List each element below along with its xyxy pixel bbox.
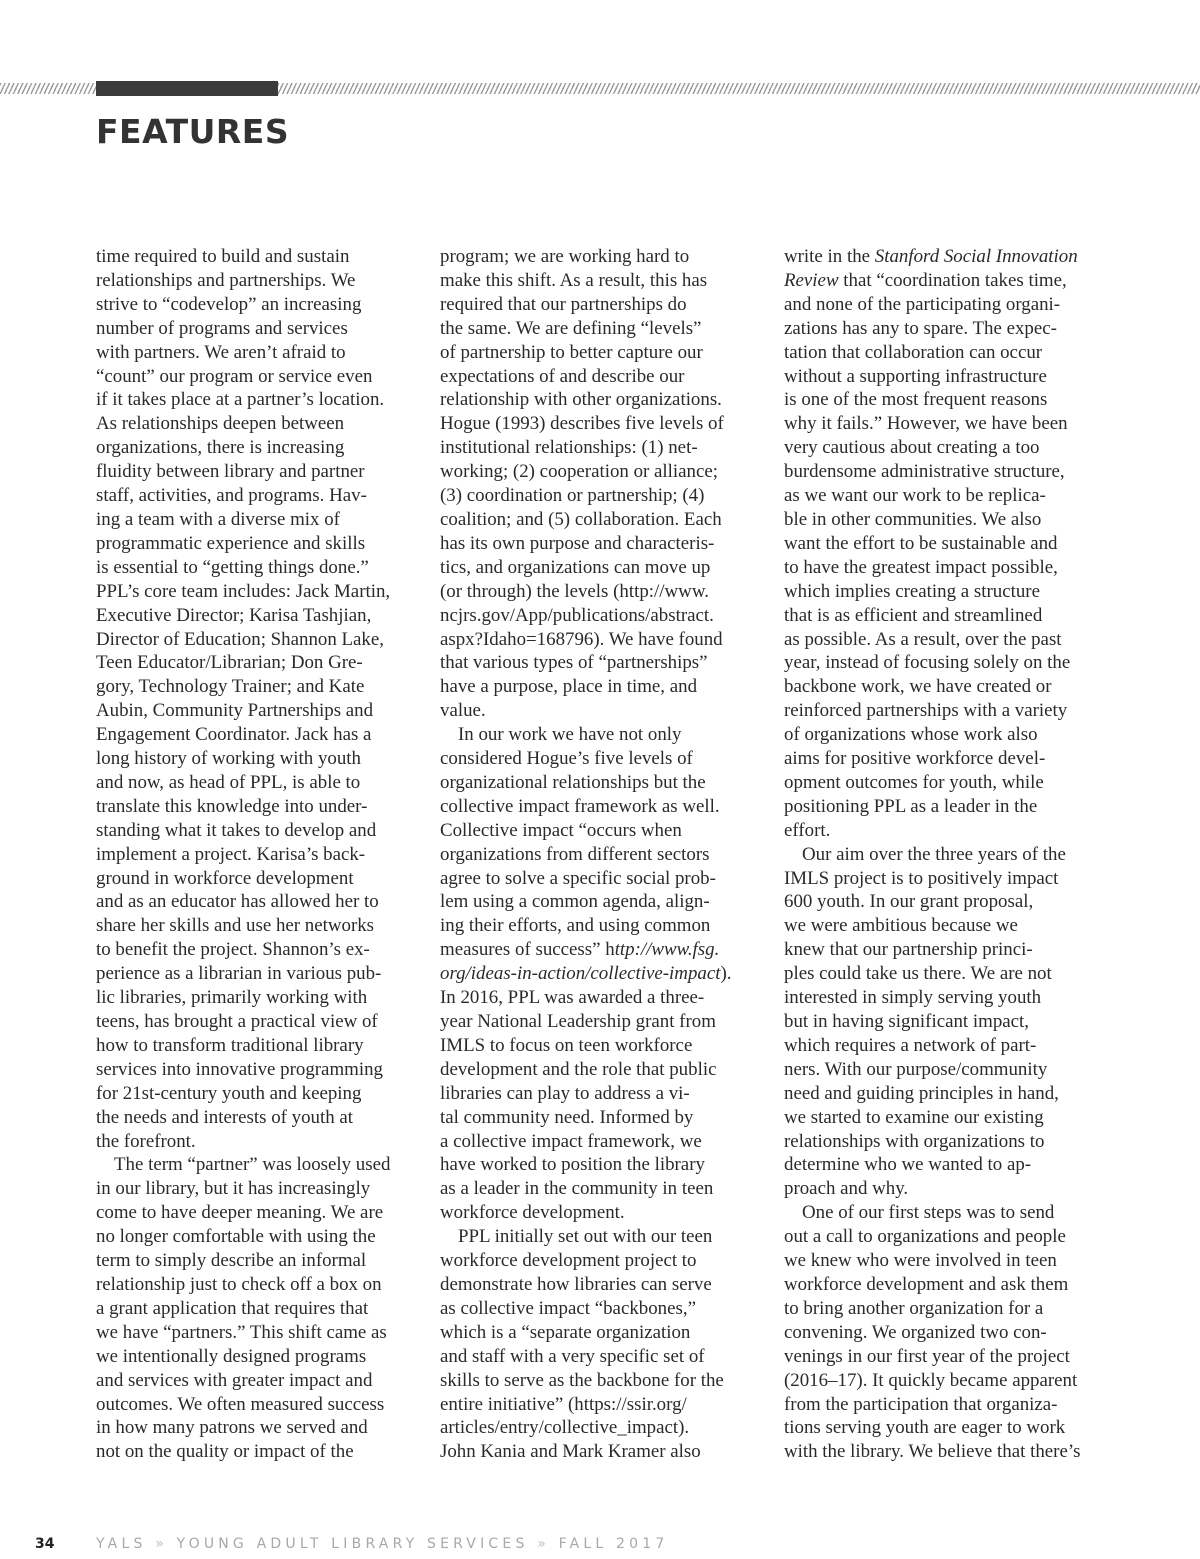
paragraph-text: In our work we have not only considered Hogue’s five levels of organizational relationships but the collective impact framework as well. Collective impact “occurs when organizations from different sectors agree to solve a specific social prob- lem using a common agenda, align- ing their efforts, and using common measures of success” h bbox=[440, 724, 720, 961]
footer-journal-name: YOUNG ADULT LIBRARY SERVICES bbox=[176, 1536, 529, 1552]
paragraph: PPL initially set out with our teen workforce development project to demonstrate how libraries can serve as collective impact “backbones,” which is a “separate organization and staff with a very specific set of skills to serve as the backbone for the entire initiative” (https://ssir.org/ articles/entry/collective_impact). John Kania and Mark Kramer also bbox=[440, 1226, 724, 1463]
footer-journal-abbrev: YALS bbox=[96, 1536, 147, 1552]
italic-publication-title: Stanford Social Innovation Review bbox=[784, 246, 1078, 291]
footer-separator: » bbox=[537, 1536, 550, 1552]
footer-issue: FALL 2017 bbox=[558, 1536, 669, 1552]
paragraph bbox=[440, 723, 762, 1225]
text-column-3 bbox=[784, 245, 1106, 1464]
paragraph: One of our first steps was to send out a call to organizations and people we knew who were involved in teen workforce development and ask them to bring another organization for a convening. We organized two con- venings in our first year of the project (2016–17). It quickly became apparent from the participation that organiza- tions serving youth are eager to work with the library. We believe that there’s bbox=[784, 1202, 1081, 1463]
italic-url: ttp://www.fsg. org/ideas-in-action/collective-impact bbox=[440, 939, 721, 985]
footer-separator: » bbox=[155, 1536, 168, 1552]
page-footer bbox=[0, 1536, 1200, 1556]
paragraph: The term “partner” was loosely used in our library, but it has increasingly come to have deeper meaning. We are no longer comfortable with using the term to simply describe an informal relationship just to check off a box on a grant application that requires that we have “partners.” This shift came as we intentionally designed programs and services with greater impact and outcomes. We often measured success in how many patrons we served and not on the quality or impact of the bbox=[96, 1154, 391, 1463]
section-title: FEATURES bbox=[96, 112, 290, 151]
paragraph: time required to build and sustain relationships and partnerships. We strive to “codevelop” an increasing number of programs and services with partners. We aren’t afraid to “count” our program or service even if it takes place at a partner’s location. As relationships deepen between organizations, there is increasing fluidity between library and partner staff, activities, and programs. Hav- ing a team with a diverse mix of programmatic experience and skills is essential to “getting things done.” PPL’s core team includes: Jack Martin, Executive Director; Karisa Tashjian, Director of Education; Shannon Lake, Teen Educator/Librarian; Don Gre- gory, Technology Trainer; and Kate Aubin, Community Partnerships and Engagement Coordinator. Jack has a long history of working with youth and now, as head of PPL, is able to translate this knowledge into under- standing what it takes to develop and implement a project. Karisa’s back- ground in workforce development and as an educator has allowed her to share her skills and use her networks to benefit the project. Shannon’s ex- perience as a librarian in various pub- lic libraries, primarily working with teens, has brought a practical view of how to transform traditional library services into innovative programming for 21st-century youth and keeping the needs and interests of youth at the forefront. bbox=[96, 246, 391, 1152]
header-accent-bar bbox=[96, 81, 278, 96]
paragraph: Our aim over the three years of the IMLS project is to positively impact 600 youth. In our grant proposal, we were ambitious because we knew that our partnership princi- ples could take us there. We are not interested in simply serving youth but in having significant impact, which requires a network of part- ners. With our purpose/community need and guiding principles in hand, we started to examine our existing relationships with organizations to determine who we wanted to ap- proach and why. bbox=[784, 843, 1066, 1200]
paragraph: program; we are working hard to make this shift. As a result, this has required that our partnerships do the same. We are defining “levels” of partnership to better capture our expectations of and describe our relationship with other organizations. Hogue (1993) describes five levels of institutional relationships: (1) net- working; (2) cooperation or alliance; (3) coordination or partnership; (4) coalition; and (5) collaboration. Each has its own purpose and characteris- tics, and organizations can move up (or through) the levels (http://www. ncjrs.gov/App/publications/abstract. aspx?Idaho=168796). We have found that various types of “partnerships” have a purpose, place in time, and value. bbox=[440, 246, 724, 722]
page-number: 34 bbox=[35, 1536, 55, 1552]
text-column-1 bbox=[96, 245, 418, 1464]
text-column-2 bbox=[440, 245, 762, 1464]
paragraph-text-continued: that “coordination takes time, and none of the participating organi- zations has any to spare. The expec- tation that collaboration can occur without a supporting infrastructure is one of the most frequent reasons why it fails.” However, we have been very cautious about creating a too burdensome administrative structure, as we want our work to be replica- ble in other communities. We also want the effort to be sustainable and to have the greatest impact possible, which implies creating a structure that is as efficient and streamlined as possible. As a result, over the past year, instead of focusing solely on the backbone work, we have created or reinforced partnerships with a variety of organizations whose work also aims for positive workforce devel- opment outcomes for youth, while positioning PPL as a leader in the effort. bbox=[784, 269, 1071, 841]
paragraph bbox=[784, 245, 1106, 843]
paragraph-text: write in the bbox=[784, 246, 875, 267]
paragraph-text-continued: ). In 2016, PPL was awarded a three- year National Leadership grant from IMLS to focus on teen workforce development and the role that public libraries can play to address a vi- tal community need. Informed by a collective impact framework, we have worked to position the library as a leader in the community in teen workforce development. bbox=[440, 963, 732, 1224]
running-footer bbox=[96, 1536, 668, 1552]
